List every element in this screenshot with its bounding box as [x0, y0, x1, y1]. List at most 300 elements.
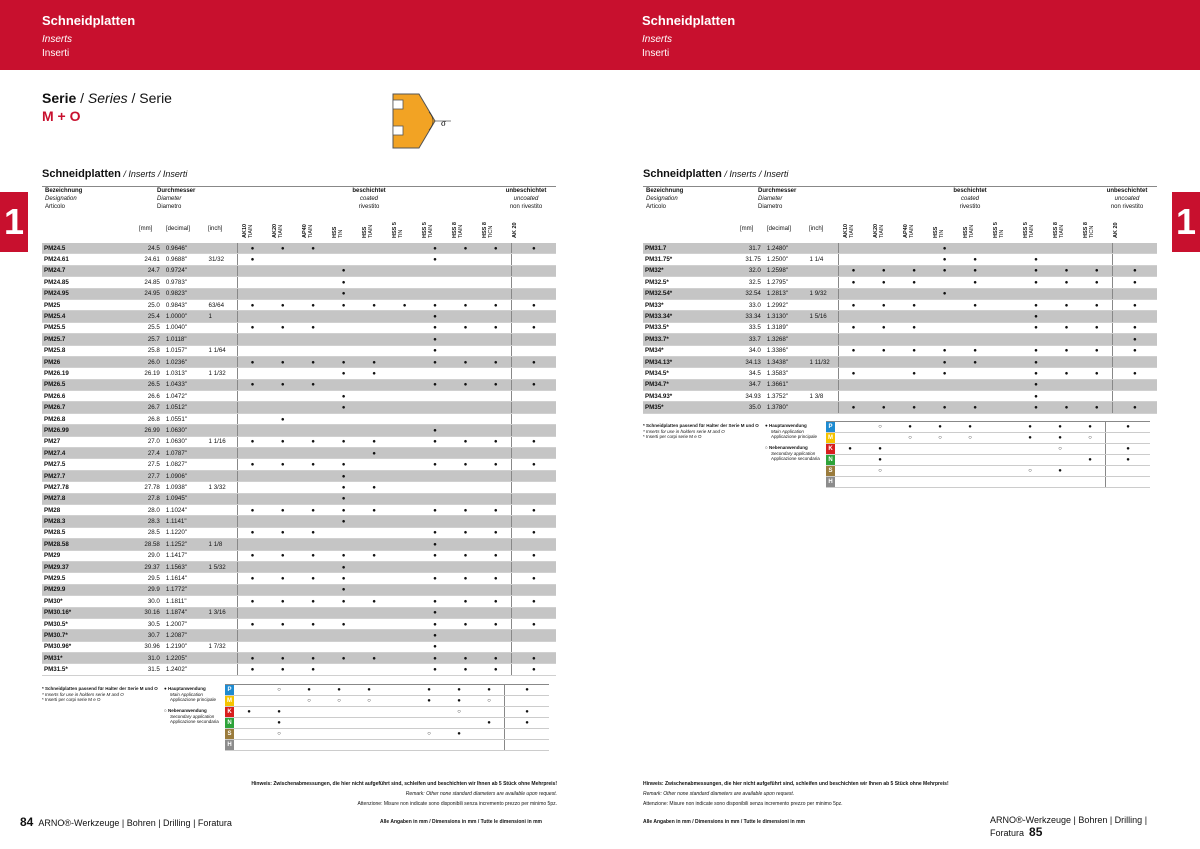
application-cell: [985, 422, 1015, 433]
availability-cell: [389, 368, 419, 379]
table-row: [42, 288, 556, 299]
availability-cell: ●: [899, 299, 929, 310]
article-code: PM24.85: [42, 277, 118, 288]
availability-cell: ●: [420, 379, 450, 390]
availability-cell: ●: [481, 504, 511, 515]
availability-cell: ●: [868, 402, 898, 413]
availability-cell: ●: [237, 254, 267, 265]
article-code: PM33*: [643, 299, 719, 310]
availability-cell: [990, 254, 1020, 265]
availability-cell: ●: [868, 345, 898, 356]
availability-cell: ●: [481, 573, 511, 584]
article-code: PM34.5*: [643, 368, 719, 379]
availability-cell: [237, 607, 267, 618]
diameter-decimal: 1.0945": [164, 493, 207, 504]
availability-cell: ●: [328, 550, 358, 561]
availability-cell: [450, 368, 480, 379]
series-sep: /: [76, 90, 88, 106]
grade-head: AK10 TiAlN: [843, 223, 855, 238]
diameter-decimal: 1.3189": [765, 322, 808, 333]
availability-cell: [450, 277, 480, 288]
application-cell: ●: [294, 685, 324, 696]
note-it: Attenzione: Misure non indicate sono disponibili senza incremento prezzo per minimo 5pz.: [643, 801, 843, 807]
availability-cell: [389, 653, 419, 664]
availability-cell: [960, 243, 990, 254]
diameter-decimal: 1.1874": [164, 607, 207, 618]
application-cell: [1015, 477, 1045, 488]
note-en: Remark: Other none standard diameters are available upon request.: [643, 791, 795, 797]
article-code: PM24.61: [42, 254, 118, 265]
application-cell: [414, 740, 444, 751]
availability-cell: ●: [1051, 345, 1081, 356]
availability-cell: [1112, 356, 1157, 367]
availability-cell: [990, 299, 1020, 310]
availability-cell: ●: [1021, 368, 1051, 379]
diameter-mm: 27.78: [118, 482, 164, 493]
application-cell: ○: [1075, 433, 1106, 444]
application-cell: [925, 444, 955, 455]
table-row: [42, 277, 556, 288]
availability-cell: ●: [420, 550, 450, 561]
chapter-tab-left: 1: [0, 192, 28, 252]
availability-cell: [450, 470, 480, 481]
availability-cell: [267, 311, 297, 322]
availability-cell: [1112, 243, 1157, 254]
grade-head: HSS TiN: [332, 226, 344, 238]
availability-cell: [420, 470, 450, 481]
availability-cell: [298, 368, 328, 379]
diameter-mm: 29.0: [118, 550, 164, 561]
unit-inch: [inch]: [208, 226, 223, 232]
diameter-mm: 26.5: [118, 379, 164, 390]
grade-head: HSS 8 TiCN: [482, 222, 494, 238]
availability-cell: [267, 607, 297, 618]
availability-cell: [511, 448, 556, 459]
table-row: [42, 573, 556, 584]
availability-cell: [298, 345, 328, 356]
table-row: [42, 379, 556, 390]
availability-cell: [1051, 243, 1081, 254]
diameter-mm: 33.5: [719, 322, 765, 333]
availability-cell: [450, 516, 480, 527]
table-row: [643, 334, 1157, 345]
note-it: Attenzione: Misure non indicate sono disponibili senza incremento prezzo per minimo 5pz.: [357, 801, 557, 807]
diameter-head: Diametro: [157, 204, 182, 210]
availability-cell: [838, 311, 868, 322]
availability-cell: [420, 402, 450, 413]
availability-cell: [990, 356, 1020, 367]
application-cell: [955, 466, 985, 477]
diameter-inch: 1 5/32: [207, 561, 237, 572]
availability-cell: [511, 277, 556, 288]
availability-cell: [298, 334, 328, 345]
application-cell: [264, 696, 294, 707]
diameter-decimal: 1.0236": [164, 356, 207, 367]
application-cell: ●: [1045, 466, 1075, 477]
availability-cell: ●: [450, 504, 480, 515]
application-cell: ○: [414, 729, 444, 740]
availability-cell: [237, 425, 267, 436]
availability-cell: [267, 539, 297, 550]
application-cell: [1015, 455, 1045, 466]
application-cell: ○: [895, 433, 925, 444]
table-row: [643, 356, 1157, 367]
iso-code-m: M: [225, 696, 234, 707]
article-code: PM30.7*: [42, 630, 118, 641]
diameter-decimal: 1.1772": [164, 584, 207, 595]
availability-cell: ●: [511, 356, 556, 367]
availability-cell: [450, 561, 480, 572]
diameter-inch: [207, 596, 237, 607]
availability-cell: [1051, 288, 1081, 299]
footer-brand: ARNO®-Werkzeuge | Bohren | Drilling | Foratura: [38, 818, 232, 828]
availability-cell: [298, 391, 328, 402]
application-cell: [1106, 466, 1151, 477]
application-cell: [474, 740, 505, 751]
diameter-decimal: 1.1811": [164, 596, 207, 607]
diameter-inch: [207, 379, 237, 390]
availability-cell: [328, 607, 358, 618]
diameter-decimal: 1.0630": [164, 425, 207, 436]
application-cell: [835, 477, 865, 488]
coated-head: rivestito: [358, 204, 380, 210]
availability-cell: [420, 448, 450, 459]
availability-cell: [1112, 254, 1157, 265]
availability-cell: ●: [1082, 402, 1112, 413]
availability-cell: [450, 482, 480, 493]
availability-cell: [1082, 254, 1112, 265]
application-cell: ●: [1075, 455, 1106, 466]
availability-cell: [359, 493, 389, 504]
table-row: [643, 288, 1157, 299]
availability-cell: ●: [899, 277, 929, 288]
application-cell: [444, 718, 474, 729]
diameter-decimal: 1.2402": [164, 664, 207, 675]
availability-cell: ●: [868, 277, 898, 288]
unit-decimal: [decimal]: [767, 226, 792, 232]
availability-cell: [359, 288, 389, 299]
application-cell: ●: [264, 707, 294, 718]
availability-cell: ●: [511, 618, 556, 629]
availability-cell: ●: [868, 265, 898, 276]
diameter-decimal: 1.1614": [164, 573, 207, 584]
diameter-decimal: 1.0157": [164, 345, 207, 356]
availability-cell: ●: [481, 299, 511, 310]
availability-cell: [420, 288, 450, 299]
availability-cell: ●: [328, 356, 358, 367]
availability-cell: [899, 379, 929, 390]
chapter-tab-right: 1: [1172, 192, 1200, 252]
availability-cell: ●: [298, 243, 328, 254]
diameter-decimal: 1.0787": [164, 448, 207, 459]
availability-cell: [298, 482, 328, 493]
inserts-table-right: [643, 243, 1157, 414]
application-cell: [234, 718, 264, 729]
application-cell: ●: [895, 422, 925, 433]
availability-cell: [990, 322, 1020, 333]
application-legend: ● Hauptanwendung Main Application Applicazione principale ○ Nebenanwendung Secondary application Applicazione secondaria: [164, 686, 219, 724]
availability-cell: [267, 288, 297, 299]
footer-brand: ARNO®-Werkzeuge | Bohren | Drilling | Foratura: [990, 815, 1148, 838]
page-number: 84: [20, 815, 34, 829]
availability-cell: [237, 345, 267, 356]
article-code: PM27.7: [42, 470, 118, 481]
availability-cell: ●: [328, 470, 358, 481]
diameter-inch: [207, 664, 237, 675]
diameter-inch: [207, 550, 237, 561]
availability-cell: ●: [899, 368, 929, 379]
diameter-decimal: 1.3583": [765, 368, 808, 379]
availability-cell: [1112, 311, 1157, 322]
availability-cell: [237, 493, 267, 504]
application-row: [225, 685, 549, 696]
availability-cell: [389, 459, 419, 470]
application-cell: ●: [835, 444, 865, 455]
availability-cell: [328, 322, 358, 333]
availability-cell: [389, 539, 419, 550]
availability-cell: [990, 277, 1020, 288]
table-row: [42, 504, 556, 515]
availability-cell: ●: [481, 527, 511, 538]
application-cell: ●: [1106, 422, 1151, 433]
availability-cell: ●: [960, 345, 990, 356]
diameter-mm: 33.34: [719, 311, 765, 322]
availability-cell: [899, 288, 929, 299]
application-row: [225, 707, 549, 718]
availability-cell: [1021, 334, 1051, 345]
application-row: [826, 477, 1150, 488]
application-cell: ○: [264, 685, 294, 696]
availability-cell: [298, 607, 328, 618]
availability-cell: [990, 391, 1020, 402]
availability-cell: ●: [328, 436, 358, 447]
diameter-decimal: 0.9843": [164, 299, 207, 310]
availability-cell: ●: [420, 653, 450, 664]
diameter-inch: [207, 448, 237, 459]
availability-cell: [868, 379, 898, 390]
article-code: PM29.5: [42, 573, 118, 584]
availability-cell: [298, 265, 328, 276]
application-cell: [324, 718, 354, 729]
availability-cell: [298, 470, 328, 481]
application-cell: [384, 707, 414, 718]
availability-cell: ●: [298, 436, 328, 447]
diameter-inch: [808, 277, 838, 288]
availability-cell: [389, 345, 419, 356]
application-cell: [835, 422, 865, 433]
application-cell: ○: [324, 696, 354, 707]
header-band-right: [600, 0, 1200, 70]
availability-cell: [929, 334, 959, 345]
application-cell: [294, 707, 324, 718]
table-row: [42, 448, 556, 459]
application-cell: [234, 696, 264, 707]
iso-code-p: P: [826, 422, 835, 433]
diameter-mm: 25.7: [118, 334, 164, 345]
table-row: [42, 322, 556, 333]
footer-left: [20, 815, 232, 829]
series-heading: [42, 90, 172, 124]
page-number: 85: [1029, 825, 1043, 839]
availability-cell: ●: [960, 402, 990, 413]
availability-cell: ●: [1051, 368, 1081, 379]
availability-cell: [990, 379, 1020, 390]
application-row: [225, 696, 549, 707]
availability-cell: [450, 391, 480, 402]
designation-head: Articolo: [45, 204, 66, 210]
application-cell: [294, 740, 324, 751]
availability-cell: [838, 288, 868, 299]
diameter-decimal: 0.9724": [164, 265, 207, 276]
availability-cell: ●: [328, 561, 358, 572]
table-row: [643, 311, 1157, 322]
availability-cell: [389, 493, 419, 504]
availability-cell: [1112, 379, 1157, 390]
availability-cell: [328, 630, 358, 641]
availability-cell: [267, 391, 297, 402]
availability-cell: ●: [1021, 379, 1051, 390]
availability-cell: [237, 516, 267, 527]
diameter-head: Diametro: [758, 204, 783, 210]
article-code: PM31*: [42, 653, 118, 664]
application-row: [225, 740, 549, 751]
application-cell: [294, 718, 324, 729]
diameter-mm: 28.0: [118, 504, 164, 515]
section-title-right: Schneidplatten / Inserts / Inserti: [643, 168, 789, 180]
availability-cell: ●: [237, 573, 267, 584]
availability-cell: [298, 277, 328, 288]
application-cell: ●: [234, 707, 264, 718]
availability-cell: [1021, 243, 1051, 254]
availability-cell: [298, 539, 328, 550]
availability-cell: [481, 539, 511, 550]
application-table: [225, 684, 549, 751]
uncoated-head: unbeschichtet: [505, 188, 547, 194]
header-subtitle-en: Inserts: [642, 34, 673, 45]
diameter-inch: 63/64: [207, 299, 237, 310]
availability-cell: [237, 402, 267, 413]
diameter-inch: [207, 527, 237, 538]
availability-cell: [511, 311, 556, 322]
availability-cell: [1082, 288, 1112, 299]
availability-cell: ●: [420, 539, 450, 550]
availability-cell: [389, 596, 419, 607]
availability-cell: ●: [298, 573, 328, 584]
application-legend: ● Hauptanwendung Main Application Applicazione principale ○ Nebenanwendung Secondary application Applicazione secondaria: [765, 423, 820, 461]
table-row: [42, 299, 556, 310]
article-code: PM24.5: [42, 243, 118, 254]
availability-cell: [389, 425, 419, 436]
article-code: PM34*: [643, 345, 719, 356]
availability-cell: ●: [420, 436, 450, 447]
availability-cell: ●: [328, 368, 358, 379]
availability-cell: [838, 254, 868, 265]
application-cell: ●: [444, 729, 474, 740]
availability-cell: [481, 402, 511, 413]
diameter-decimal: 1.2992": [765, 299, 808, 310]
availability-cell: [960, 311, 990, 322]
application-cell: [955, 455, 985, 466]
diameter-decimal: 1.1417": [164, 550, 207, 561]
diameter-inch: 1 5/16: [808, 311, 838, 322]
availability-cell: [328, 254, 358, 265]
availability-cell: [389, 516, 419, 527]
availability-cell: [359, 539, 389, 550]
availability-cell: [838, 379, 868, 390]
availability-cell: [450, 584, 480, 595]
availability-cell: [267, 368, 297, 379]
header-subtitle-it: Inserti: [42, 48, 70, 59]
diameter-decimal: 1.0000": [164, 311, 207, 322]
availability-cell: [359, 573, 389, 584]
availability-cell: [450, 641, 480, 652]
diameter-inch: [207, 402, 237, 413]
application-cell: [835, 466, 865, 477]
availability-cell: ●: [1021, 391, 1051, 402]
table-row: [42, 345, 556, 356]
availability-cell: ●: [960, 265, 990, 276]
availability-cell: ●: [511, 243, 556, 254]
availability-cell: [328, 425, 358, 436]
availability-cell: [328, 539, 358, 550]
diameter-inch: [808, 368, 838, 379]
availability-cell: ●: [929, 254, 959, 265]
availability-cell: ●: [420, 356, 450, 367]
iso-code-k: K: [225, 707, 234, 718]
diameter-mm: 30.96: [118, 641, 164, 652]
application-cell: ○: [354, 696, 384, 707]
availability-cell: ●: [267, 243, 297, 254]
availability-cell: ●: [267, 413, 297, 424]
diameter-mm: 34.93: [719, 391, 765, 402]
diameter-mm: 27.8: [118, 493, 164, 504]
diameter-inch: [207, 653, 237, 664]
article-code: PM24.7: [42, 265, 118, 276]
availability-cell: ●: [328, 482, 358, 493]
diameter-decimal: 1.0551": [164, 413, 207, 424]
availability-cell: ●: [929, 265, 959, 276]
application-cell: [324, 740, 354, 751]
application-cell: [955, 477, 985, 488]
diameter-mm: 24.61: [118, 254, 164, 265]
availability-cell: ●: [1112, 322, 1157, 333]
diameter-inch: [207, 288, 237, 299]
availability-cell: [237, 539, 267, 550]
diameter-mm: 30.5: [118, 618, 164, 629]
diameter-inch: 1: [207, 311, 237, 322]
diameter-decimal: 1.0433": [164, 379, 207, 390]
grade-head: HSS 8 TiCN: [1083, 222, 1095, 238]
availability-cell: [328, 345, 358, 356]
table-row: [42, 527, 556, 538]
diameter-inch: [808, 265, 838, 276]
application-cell: [985, 433, 1015, 444]
diameter-mm: 26.7: [118, 402, 164, 413]
coated-head: rivestito: [959, 204, 981, 210]
availability-cell: ●: [237, 459, 267, 470]
table-row: [643, 277, 1157, 288]
availability-cell: [298, 493, 328, 504]
header-title: Schneidplatten: [642, 13, 736, 28]
availability-cell: ●: [328, 653, 358, 664]
application-row: [826, 433, 1150, 444]
diameter-inch: [808, 402, 838, 413]
application-cell: [354, 718, 384, 729]
diameter-inch: [207, 356, 237, 367]
availability-cell: ●: [420, 459, 450, 470]
availability-cell: [481, 516, 511, 527]
availability-cell: ●: [511, 596, 556, 607]
